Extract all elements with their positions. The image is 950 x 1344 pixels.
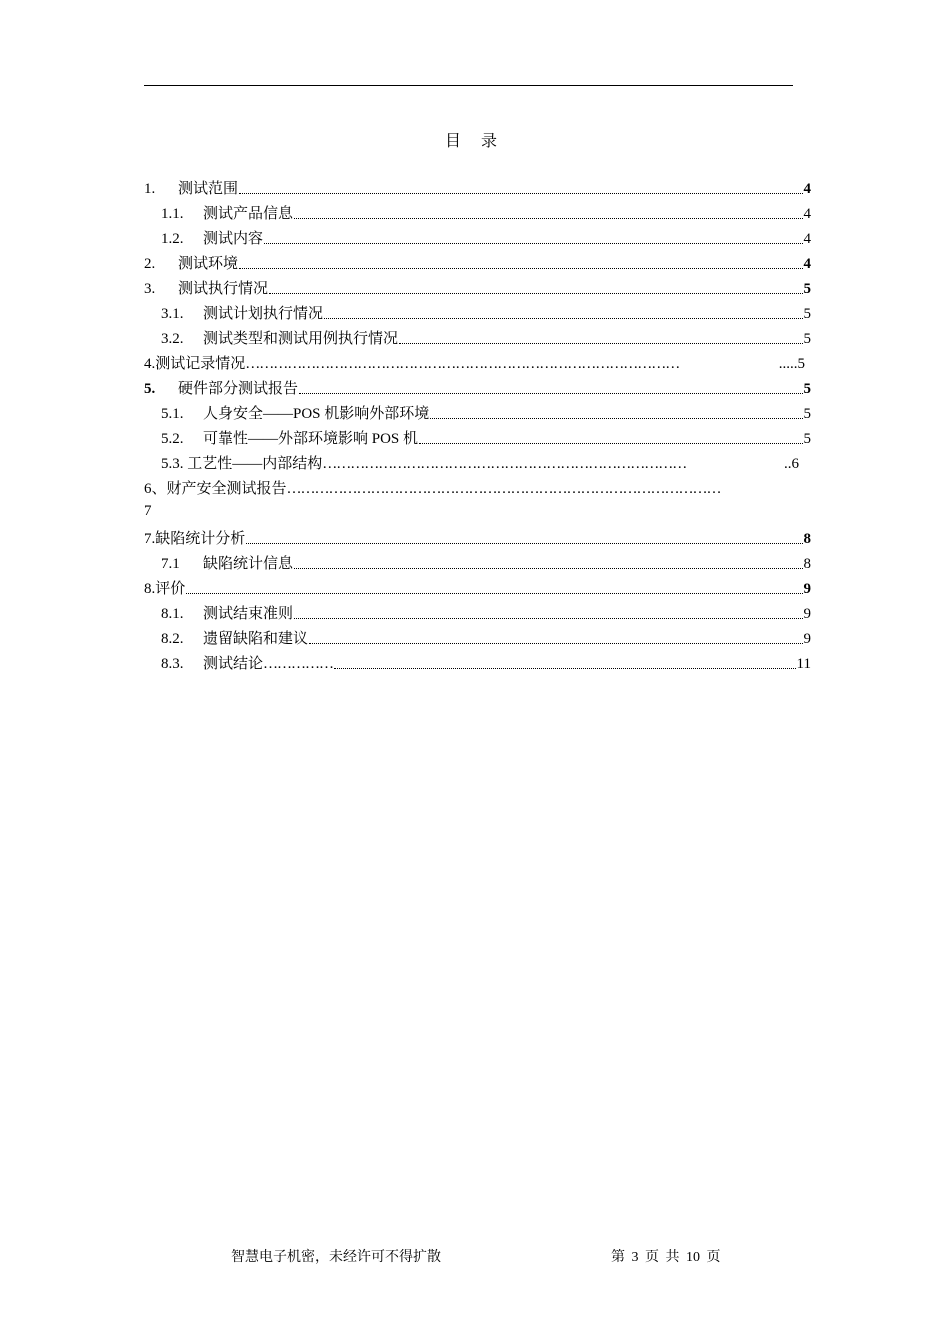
toc-entry-page: 9	[803, 581, 811, 597]
dot-leader	[246, 543, 802, 544]
toc-entry-page: 9	[803, 606, 811, 622]
toc-entry-6[interactable]	[144, 476, 807, 498]
toc-entry-label: 测试计划执行情况	[203, 306, 324, 322]
toc-entry-6-page: 7	[144, 503, 152, 519]
toc-entry-page: 9	[803, 631, 811, 647]
toc-entry-label: 人身安全——POS 机影响外部环境	[203, 406, 430, 422]
dot-leader	[186, 593, 802, 594]
toc-entry-number: 3.1.	[161, 306, 184, 322]
toc-entry-4[interactable]	[144, 351, 805, 373]
toc-entry-7-1[interactable]	[144, 551, 811, 573]
dot-leader	[334, 668, 796, 669]
toc-entry-number: 5.2.	[161, 431, 184, 447]
toc-entry-label: 测试产品信息	[203, 206, 294, 222]
toc-entry-page: 11	[796, 656, 811, 672]
dot-leader	[309, 643, 802, 644]
toc-entry-page: 5	[803, 281, 811, 297]
toc-entry-page: 8	[803, 556, 811, 572]
toc-entry-label: 测试环境	[178, 256, 239, 272]
toc-entry-3-1[interactable]	[144, 301, 811, 323]
header-rule	[144, 85, 793, 86]
toc-entry-number: 8.2.	[161, 631, 184, 647]
toc-entry-page: 8	[803, 531, 811, 547]
toc-entry-page: .....5	[778, 356, 805, 372]
dot-leader	[269, 293, 802, 294]
bullet-leader: ……………	[263, 656, 334, 672]
toc-entry-3[interactable]	[144, 276, 811, 298]
toc-entry-label: 测试结束准则	[203, 606, 294, 622]
toc-entry-3-2[interactable]	[144, 326, 811, 348]
dot-leader	[419, 443, 802, 444]
toc-entry-page: 5	[803, 431, 811, 447]
dot-leader	[239, 268, 802, 269]
toc-entry-number: 8.1.	[161, 606, 184, 622]
toc-entry-page: 5	[803, 331, 811, 347]
footer-confidential-notice: 智慧电子机密，未经许可不得扩散	[231, 1250, 441, 1265]
dot-leader	[299, 393, 802, 394]
toc-entry-number: 8.3.	[161, 656, 184, 672]
toc-entry-number: 7.1	[161, 556, 180, 572]
toc-entry-label: 测试内容	[203, 231, 264, 247]
toc-entry-2[interactable]	[144, 251, 811, 273]
toc-entry-number: 3.	[144, 281, 156, 297]
toc-entry-page: 4	[803, 206, 811, 222]
toc-entry-1[interactable]	[144, 176, 811, 198]
bullet-leader: ……………………………………………………………………	[322, 456, 687, 472]
toc-entry-label: 测试类型和测试用例执行情况	[203, 331, 399, 347]
dot-leader	[239, 193, 802, 194]
toc-entry-label: 6、财产安全测试报告	[144, 481, 287, 497]
toc-entry-label: 8.评价	[144, 581, 186, 597]
dot-leader	[430, 418, 802, 419]
bullet-leader: …………………………………………………………………………………	[286, 481, 721, 497]
toc-entry-page: 5	[803, 381, 811, 397]
toc-entry-page: 4	[803, 231, 811, 247]
toc-entry-label: 测试执行情况	[178, 281, 269, 297]
toc-entry-label: 4.测试记录情况	[144, 356, 246, 372]
toc-entry-number: 5.1.	[161, 406, 184, 422]
toc-entry-5[interactable]	[144, 376, 811, 398]
dot-leader	[294, 618, 802, 619]
toc-entry-1-1[interactable]	[144, 201, 811, 223]
toc-entry-label: 可靠性——外部环境影响 POS 机	[203, 431, 419, 447]
toc-entry-label: 硬件部分测试报告	[178, 381, 299, 397]
dot-leader	[399, 343, 802, 344]
toc-entry-number: 1.1.	[161, 206, 184, 222]
dot-leader	[294, 218, 802, 219]
toc-entry-page: 4	[803, 181, 811, 197]
toc-entry-8-1[interactable]	[144, 601, 811, 623]
toc-entry-page: 5	[803, 306, 811, 322]
dot-leader	[264, 243, 802, 244]
toc-entry-8-3[interactable]	[144, 651, 811, 673]
toc-title: 目 录	[444, 133, 505, 150]
toc-entry-1-2[interactable]	[144, 226, 811, 248]
toc-entry-number: 2.	[144, 256, 156, 272]
dot-leader	[324, 318, 802, 319]
toc-entry-label: 遗留缺陷和建议	[203, 631, 309, 647]
toc-entry-page: 4	[803, 256, 811, 272]
toc-entry-8-2[interactable]	[144, 626, 811, 648]
toc-entry-label: 5.3. 工艺性——内部结构	[161, 456, 323, 472]
toc-entry-label: 7.缺陷统计分析	[144, 531, 246, 547]
toc-entry-number: 1.2.	[161, 231, 184, 247]
toc-entry-label: 测试结论	[203, 656, 264, 672]
toc-entry-page: ..6	[784, 456, 799, 472]
toc-entry-8[interactable]	[144, 576, 811, 598]
footer-page-number: 第 3 页 共 10 页	[611, 1250, 721, 1265]
toc-entry-label: 缺陷统计信息	[203, 556, 294, 572]
toc-entry-number: 3.2.	[161, 331, 184, 347]
toc-entry-page: 5	[803, 406, 811, 422]
toc-entry-5-2[interactable]	[144, 426, 811, 448]
bullet-leader: …………………………………………………………………………………	[245, 356, 680, 372]
toc-entry-label: 测试范围	[178, 181, 239, 197]
toc-entry-5-1[interactable]	[144, 401, 811, 423]
toc-entry-number: 5.	[144, 381, 156, 397]
toc-entry-7[interactable]	[144, 526, 811, 548]
toc-entry-number: 1.	[144, 181, 156, 197]
toc-entry-5-3[interactable]	[161, 451, 799, 473]
dot-leader	[294, 568, 802, 569]
